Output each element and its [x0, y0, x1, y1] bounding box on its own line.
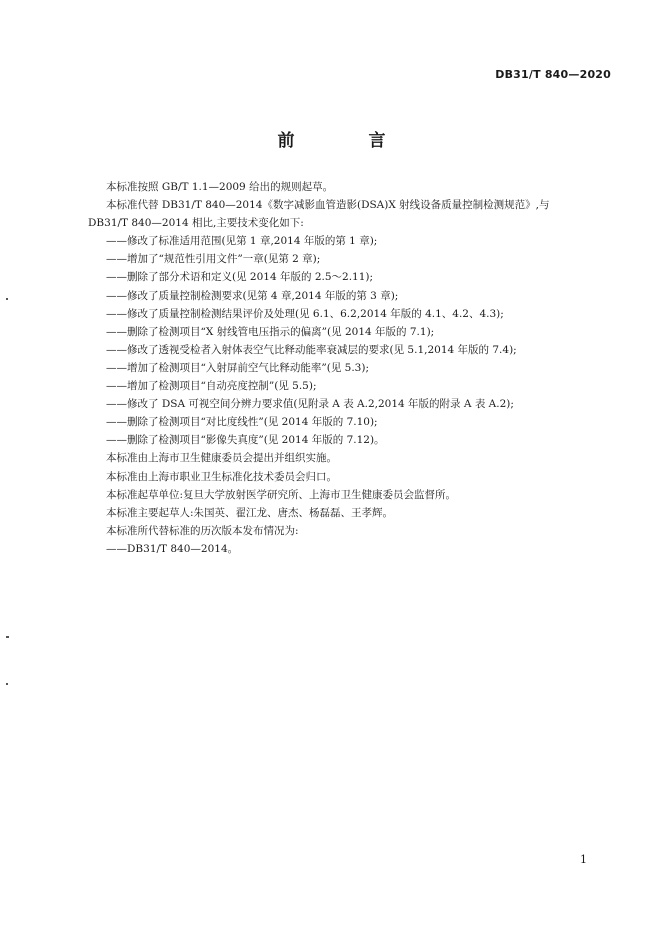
page-number: 1: [580, 853, 587, 866]
paragraph-intro: 本标准按照 GB/T 1.1—2009 给出的规则起草。: [106, 181, 334, 193]
change-item: ——增加了检测项目“入射屏前空气比释动能率”(见 5.3);: [106, 361, 370, 374]
document-body: [88, 178, 616, 558]
change-item: ——删除了检测项目“对比度线性”(见 2014 年版的 7.10);: [106, 416, 378, 429]
change-item: ——增加了“规范性引用文件”一章(见第 2 章);: [106, 253, 321, 266]
change-item: ——增加了检测项目“自动亮度控制”(见 5.5);: [106, 380, 317, 393]
paragraph-history-heading: 本标准所代替标准的历次版本发布情况为:: [106, 524, 299, 537]
change-item: ——删除了部分术语和定义(见 2014 年版的 2.5～2.11);: [106, 271, 374, 284]
paragraph-proposer: 本标准由上海市卫生健康委员会提出并组织实施。: [106, 452, 337, 465]
paragraph-replace-line1: 本标准代替 DB31/T 840—2014《数字减影血管造影(DSA)X 射线设备质量控制检测规范》,与: [106, 199, 550, 212]
change-item: ——删除了检测项目“X 射线管电压指示的偏离”(见 2014 年版的 7.1);: [106, 325, 435, 338]
paragraph-committee: 本标准由上海市职业卫生标准化技术委员会归口。: [106, 470, 337, 483]
scan-mark: [6, 636, 9, 638]
paragraph-drafters: 本标准主要起草人:朱国英、翟江龙、唐杰、杨磊磊、王孝辉。: [106, 506, 394, 519]
paragraph-drafting-units: 本标准起草单位:复旦大学放射医学研究所、上海市卫生健康委员会监督所。: [106, 488, 457, 501]
change-item: ——修改了 DSA 可视空间分辨力要求值(见附录 A 表 A.2,2014 年版的附录 A 表 A.2);: [106, 398, 514, 411]
change-item: ——修改了质量控制检测要求(见第 4 章,2014 年版的第 3 章);: [106, 289, 399, 302]
change-item: ——删除了检测项目“影像失真度”(见 2014 年版的 7.12)。: [106, 434, 385, 447]
scan-mark: [6, 298, 8, 300]
scan-mark: [6, 683, 8, 685]
paragraph-replace-line2: DB31/T 840—2014 相比,主要技术变化如下:: [88, 217, 304, 230]
history-item: ——DB31/T 840—2014。: [106, 542, 239, 555]
change-item: ——修改了透视受检者入射体表空气比释动能率衰减层的要求(见 5.1,2014 年版的 7.4);: [106, 343, 517, 356]
document-code: DB31/T 840—2020: [495, 68, 611, 81]
page-title: 前 言: [277, 131, 420, 151]
change-item: ——修改了质量控制检测结果评价及处理(见 6.1、6.2,2014 年版的 4.1、4.2、4.3);: [106, 307, 504, 320]
change-item: ——修改了标准适用范围(见第 1 章,2014 年版的第 1 章);: [106, 235, 378, 248]
